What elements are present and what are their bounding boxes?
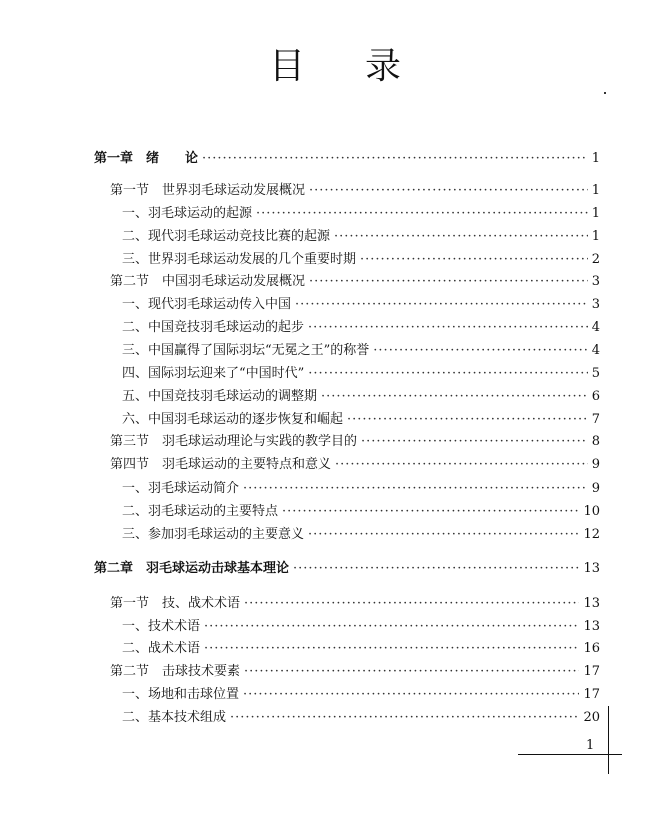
toc-entry-page: 9 <box>591 457 600 472</box>
toc-entry-page: 17 <box>583 664 600 679</box>
toc-entry-page: 13 <box>583 619 600 634</box>
toc-entry-page: 6 <box>591 389 600 404</box>
toc-leader-dots <box>230 710 579 726</box>
toc-leader-dots <box>309 274 588 290</box>
toc-entry-title: 第三节 羽毛球运动理论与实践的教学目的 <box>110 434 358 449</box>
toc-leader-dots <box>361 434 588 450</box>
toc-entry-page: 13 <box>583 561 600 576</box>
title-char-2: 录 <box>365 46 402 87</box>
toc-leader-dots <box>308 366 587 382</box>
toc-entry-page: 8 <box>591 434 600 449</box>
toc-leader-dots <box>334 229 588 245</box>
toc-entry <box>122 481 600 497</box>
toc-entry-page: 1 <box>591 206 600 221</box>
toc-leader-dots <box>243 481 588 497</box>
title-char-1: 目 <box>268 46 305 87</box>
toc-entry-page: 3 <box>591 274 600 289</box>
toc-entry-page: 1 <box>591 151 600 166</box>
toc-entry <box>122 252 600 268</box>
toc-entry-page: 10 <box>583 504 600 519</box>
toc-entry <box>110 664 600 680</box>
toc-entry-title: 二、战术术语 <box>122 641 201 656</box>
toc-entry-page: 3 <box>591 297 600 312</box>
toc-entry <box>110 457 600 473</box>
toc-entry-page: 4 <box>591 343 600 358</box>
toc-entry <box>94 561 600 577</box>
toc-entry <box>94 151 600 167</box>
toc-entry <box>122 619 600 635</box>
scan-speck <box>604 92 606 94</box>
toc-entry-title: 四、国际羽坛迎来了“中国时代” <box>122 366 305 381</box>
toc-entry-page: 17 <box>583 687 600 702</box>
toc-entry <box>110 274 600 290</box>
toc-entry-title: 二、现代羽毛球运动竞技比赛的起源 <box>122 229 331 244</box>
toc-entry <box>122 366 600 382</box>
toc-entry-page: 4 <box>591 320 600 335</box>
toc-leader-dots <box>309 183 588 199</box>
toc-entry-title: 六、中国羽毛球运动的逐步恢复和崛起 <box>122 412 344 427</box>
toc-entry-title: 第二章 羽毛球运动击球基本理论 <box>94 561 290 576</box>
toc-entry <box>110 596 600 612</box>
toc-entry-title: 三、中国赢得了国际羽坛“无冕之王”的称誉 <box>122 343 370 358</box>
toc-leader-dots <box>295 297 588 313</box>
toc-entry <box>122 527 600 543</box>
toc-entry-title: 第四节 羽毛球运动的主要特点和意义 <box>110 457 332 472</box>
toc-entry <box>122 710 600 726</box>
toc-entry-title: 第一节 技、战术术语 <box>110 596 241 611</box>
toc-entry-title: 第二节 击球技术要素 <box>110 664 241 679</box>
toc-entry <box>122 412 600 428</box>
toc-entry <box>122 504 600 520</box>
toc-entry-title: 第一章 绪 论 <box>94 151 199 166</box>
toc-leader-dots <box>202 151 588 167</box>
toc-entry-title: 一、羽毛球运动简介 <box>122 481 240 496</box>
toc-leader-dots <box>256 206 588 222</box>
toc-entry-page: 1 <box>591 183 600 198</box>
toc-entry <box>110 434 600 450</box>
toc-entry-page: 13 <box>583 596 600 611</box>
toc-entry <box>122 320 600 336</box>
toc-leader-dots <box>308 527 579 543</box>
toc-entry <box>122 389 600 405</box>
toc-entry-page: 1 <box>591 229 600 244</box>
toc-leader-dots <box>282 504 579 520</box>
toc-entry <box>122 687 600 703</box>
toc-leader-dots <box>347 412 588 428</box>
toc-entry-page: 5 <box>591 366 600 381</box>
toc-entry-title: 一、技术术语 <box>122 619 201 634</box>
page-number: 1 <box>586 738 595 753</box>
toc-leader-dots <box>335 457 588 473</box>
crop-mark-horizontal <box>518 754 622 755</box>
toc-entry-page: 9 <box>591 481 600 496</box>
toc-entry-title: 二、羽毛球运动的主要特点 <box>122 504 279 519</box>
page-title <box>0 38 670 89</box>
toc-entry-title: 第二节 中国羽毛球运动发展概况 <box>110 274 306 289</box>
toc-entry-page: 16 <box>583 641 600 656</box>
toc-entry-title: 一、现代羽毛球运动传入中国 <box>122 297 292 312</box>
toc-entry-title: 五、中国竞技羽毛球运动的调整期 <box>122 389 318 404</box>
toc-entry-title: 一、场地和击球位置 <box>122 687 240 702</box>
toc-leader-dots <box>360 252 588 268</box>
toc-entry-title: 二、基本技术组成 <box>122 710 227 725</box>
toc-entry <box>122 343 600 359</box>
toc-entry <box>122 229 600 245</box>
toc-entry <box>122 641 600 657</box>
toc-entry-title: 二、中国竞技羽毛球运动的起步 <box>122 320 305 335</box>
toc-entry-title: 一、羽毛球运动的起源 <box>122 206 253 221</box>
crop-mark-vertical <box>608 706 609 774</box>
toc-entry-page: 7 <box>591 412 600 427</box>
toc-entry-title: 三、世界羽毛球运动发展的几个重要时期 <box>122 252 357 267</box>
toc-leader-dots <box>244 596 579 612</box>
toc-entry-page: 2 <box>591 252 600 267</box>
toc-entry <box>122 297 600 313</box>
toc-entry <box>110 183 600 199</box>
toc-leader-dots <box>244 664 579 680</box>
toc-leader-dots <box>204 619 579 635</box>
toc-leader-dots <box>243 687 579 703</box>
toc-leader-dots <box>293 561 579 577</box>
toc-leader-dots <box>321 389 588 405</box>
toc-entry <box>122 206 600 222</box>
toc-leader-dots <box>373 343 587 359</box>
toc-entry-page: 12 <box>583 527 600 542</box>
toc-entry-title: 第一节 世界羽毛球运动发展概况 <box>110 183 306 198</box>
toc-entry-title: 三、参加羽毛球运动的主要意义 <box>122 527 305 542</box>
toc-leader-dots <box>308 320 588 336</box>
toc-leader-dots <box>204 641 579 657</box>
toc-entry-page: 20 <box>583 710 600 725</box>
